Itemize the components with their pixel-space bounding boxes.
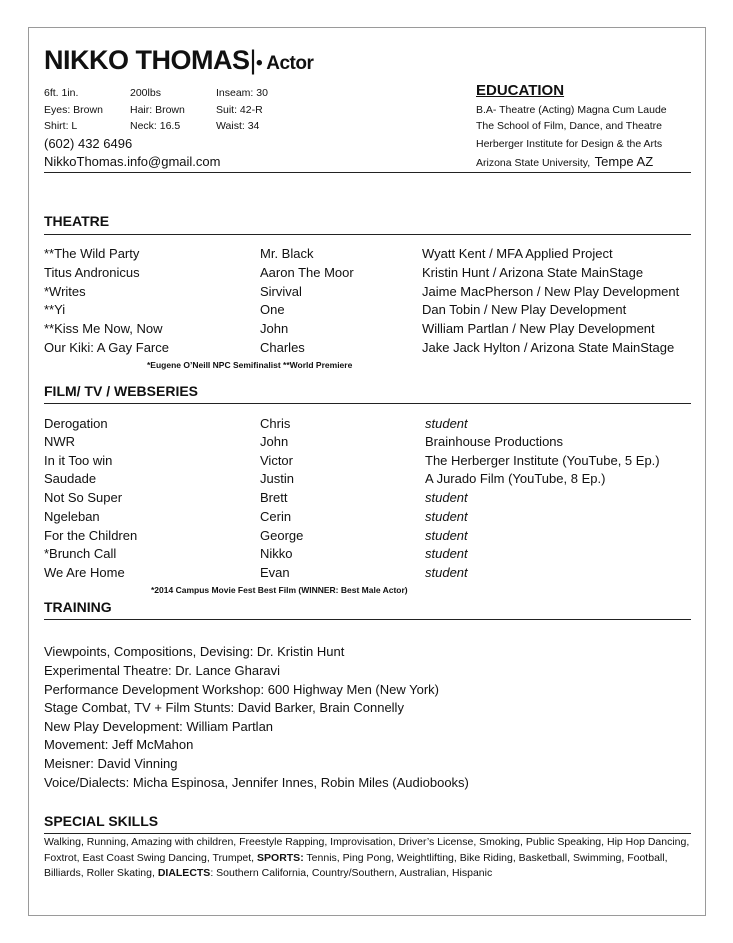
director-venue: Wyatt Kent / MFA Applied Project	[422, 246, 613, 261]
skills-list	[44, 835, 694, 882]
production-title: Derogation	[44, 416, 108, 431]
training-item: Stage Combat, TV + Film Stunts: David Barker, Brain Connelly	[44, 700, 404, 715]
theatre-row	[44, 246, 691, 264]
role: Nikko	[260, 546, 293, 561]
skills-divider	[44, 833, 691, 834]
role: Justin	[260, 471, 294, 486]
theatre-row	[44, 340, 691, 358]
theatre-row	[44, 321, 691, 339]
director-venue: Jaime MacPherson / New Play Development	[422, 284, 680, 299]
production-title: For the Children	[44, 528, 138, 543]
stat-eyes: Eyes: Brown	[44, 104, 103, 116]
role: Aaron The Moor	[260, 265, 354, 280]
production-title: *Brunch Call	[44, 546, 117, 561]
role: Evan	[260, 565, 290, 580]
education-line: Herberger Institute for Design & the Arts	[476, 138, 663, 150]
film-row	[44, 471, 691, 489]
production-company: student	[425, 490, 468, 505]
role: John	[260, 321, 289, 336]
training-divider	[44, 619, 691, 620]
actor-name	[44, 45, 313, 76]
film-footnote: *2014 Campus Movie Fest Best Film (WINNER: Best Male Actor)	[151, 585, 408, 595]
role: George	[260, 528, 304, 543]
director-venue: Jake Jack Hylton / Arizona State MainStage	[422, 340, 675, 355]
training-item: Experimental Theatre: Dr. Lance Gharavi	[44, 663, 281, 678]
film-row	[44, 416, 691, 434]
sports-label: SPORTS:	[257, 851, 304, 864]
training-item: Meisner: David Vinning	[44, 756, 178, 771]
phone-number: (602) 432 6496	[44, 136, 133, 151]
role: Chris	[260, 416, 291, 431]
theatre-row	[44, 302, 691, 320]
training-item: Movement: Jeff McMahon	[44, 737, 194, 752]
film-row	[44, 565, 691, 583]
theatre-divider	[44, 234, 691, 235]
role: Victor	[260, 453, 293, 468]
production-company: student	[425, 528, 468, 543]
director-venue: Dan Tobin / New Play Development	[422, 302, 627, 317]
film-row	[44, 434, 691, 452]
role: Charles	[260, 340, 305, 355]
production-company: student	[425, 546, 468, 561]
name-text: NIKKO THOMAS	[44, 45, 250, 75]
email-address: NikkoThomas.info@gmail.com	[44, 154, 221, 169]
education-heading: EDUCATION	[476, 82, 565, 99]
stat-shirt: Shirt: L	[44, 120, 78, 132]
stat-hair: Hair: Brown	[130, 104, 185, 116]
education-line: The School of Film, Dance, and Theatre	[476, 120, 662, 132]
production-title: Not So Super	[44, 490, 123, 505]
training-item: Viewpoints, Compositions, Devising: Dr. Kristin Hunt	[44, 644, 345, 659]
production-company: student	[425, 416, 468, 431]
production-company: A Jurado Film (YouTube, 8 Ep.)	[425, 471, 606, 486]
stat-neck: Neck: 16.5	[130, 120, 181, 132]
film-divider	[44, 403, 691, 404]
theatre-footnote: *Eugene O’Neill NPC Semifinalist **World Premiere	[147, 360, 353, 370]
production-title: NWR	[44, 434, 76, 449]
role: Mr. Black	[260, 246, 314, 261]
training-item: Performance Development Workshop: 600 Highway Men (New York)	[44, 682, 439, 697]
director-venue: William Partlan / New Play Development	[422, 321, 655, 336]
dialects-label: DIALECTS	[157, 867, 211, 879]
production-title: *Writes	[44, 284, 86, 299]
actor-title: • Actor	[256, 53, 314, 74]
training-item: Voice/Dialects: Micha Espinosa, Jennifer Innes, Robin Miles (Audiobooks)	[44, 775, 469, 790]
production-company: The Herberger Institute (YouTube, 5 Ep.)	[425, 453, 660, 468]
stat-waist: Waist: 34	[216, 120, 260, 132]
production-company: student	[425, 565, 468, 580]
production-title: **The Wild Party	[44, 246, 140, 261]
theatre-heading: THEATRE	[44, 213, 110, 229]
education-location: Tempe AZ	[594, 154, 654, 169]
production-title: Titus Andronicus	[44, 265, 140, 280]
skills-general: Walking, Running, Amazing with children, Freestyle Rapping, Improvisation, Driver’s License, Smoking, Public Speaking, Hip Hop Dancing, Foxtrot, East Coast Swing Dancing, Trumpet,	[44, 836, 690, 864]
film-heading: FILM/ TV / WEBSERIES	[44, 383, 199, 399]
film-row	[44, 528, 691, 546]
training-item: New Play Development: William Partlan	[44, 719, 274, 734]
stat-suit: Suit: 42-R	[216, 104, 263, 116]
role: Brett	[260, 490, 288, 505]
stat-inseam: Inseam: 30	[216, 87, 268, 99]
production-title: We Are Home	[44, 565, 125, 580]
role: John	[260, 434, 289, 449]
theatre-row	[44, 265, 691, 283]
training-heading: TRAINING	[44, 599, 112, 615]
film-row	[44, 546, 691, 564]
production-title: Our Kiki: A Gay Farce	[44, 340, 169, 355]
role: One	[260, 302, 285, 317]
role: Sirvival	[260, 284, 302, 299]
stat-height: 6ft. 1in.	[44, 87, 79, 99]
role: Cerin	[260, 509, 292, 524]
production-company: student	[425, 509, 468, 524]
production-title: **Kiss Me Now, Now	[44, 321, 163, 336]
production-company: Brainhouse Productions	[425, 434, 564, 449]
education-line: Arizona State University,	[476, 157, 591, 169]
stat-weight: 200lbs	[130, 87, 161, 99]
production-title: Ngeleban	[44, 509, 100, 524]
film-row	[44, 490, 691, 508]
skills-sports: Tennis, Ping Pong, Weightlifting, Bike Riding, Basketball, Swimming, Football, Billiards, Roller Skating,	[44, 851, 668, 879]
director-venue: Kristin Hunt / Arizona State MainStage	[422, 265, 644, 280]
skills-heading: SPECIAL SKILLS	[44, 813, 159, 829]
education-line: B.A- Theatre (Acting) Magna Cum Laude	[476, 104, 667, 116]
header-divider	[44, 172, 691, 173]
skills-dialects: : Southern California, Country/Southern, Australian, Hispanic	[210, 867, 493, 879]
education-university	[476, 153, 653, 171]
name-separator: |	[249, 45, 257, 75]
resume-page	[28, 27, 706, 916]
production-title: In it Too win	[44, 453, 113, 468]
theatre-row	[44, 284, 691, 302]
film-row	[44, 509, 691, 527]
production-title: Saudade	[44, 471, 97, 486]
production-title: **Yi	[44, 302, 66, 317]
film-row	[44, 453, 691, 471]
